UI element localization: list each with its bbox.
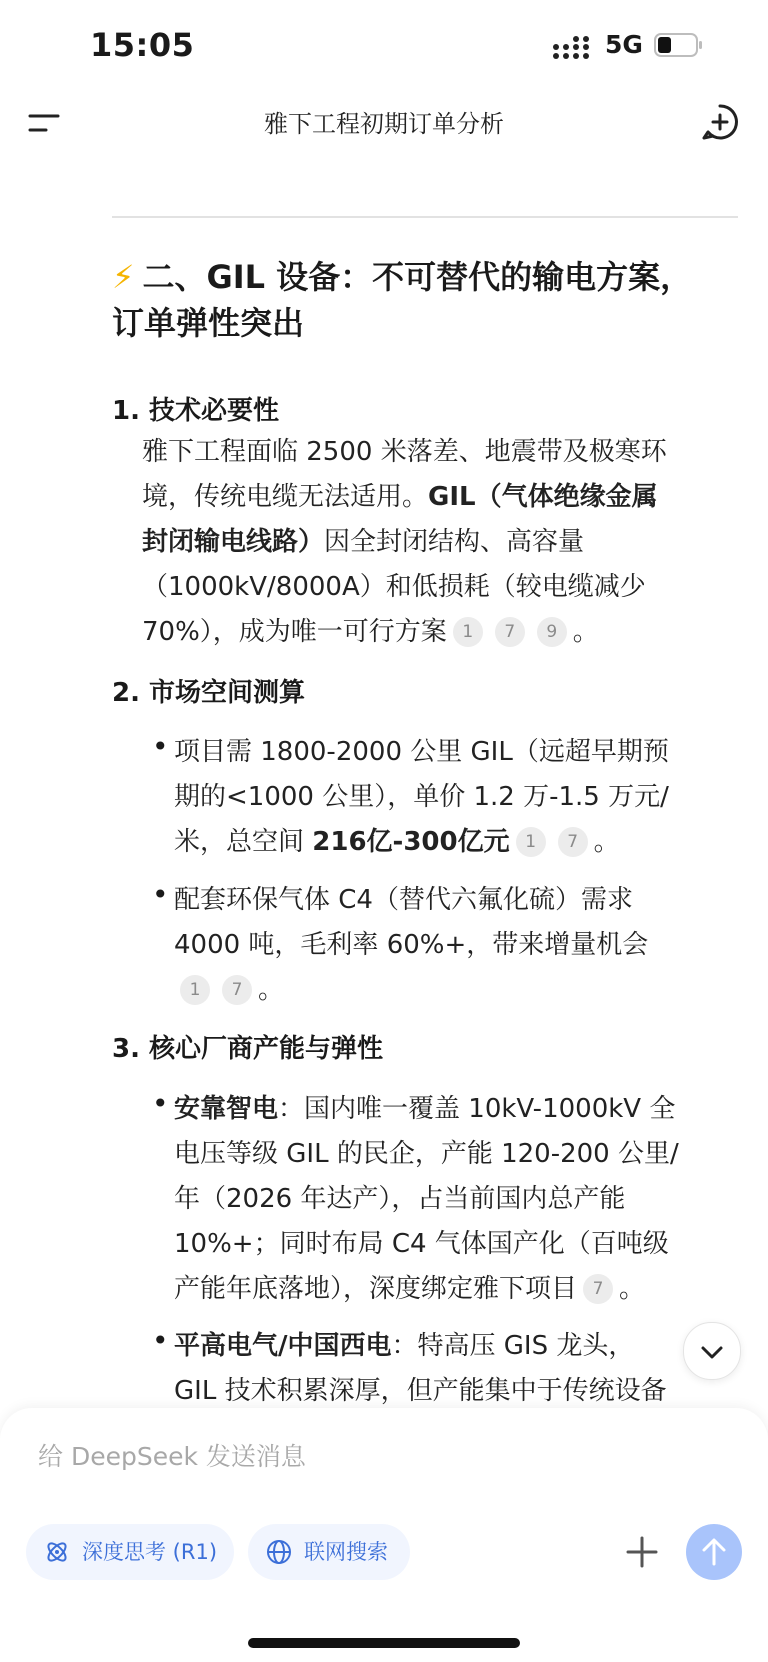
divider: [112, 216, 738, 218]
list-item-title: 市场空间测算: [149, 678, 306, 708]
plus-icon[interactable]: [622, 1532, 662, 1572]
send-button[interactable]: [686, 1524, 742, 1580]
citation-badge[interactable]: 7: [495, 617, 525, 647]
deep-think-toggle[interactable]: [26, 1524, 234, 1580]
citation-badge[interactable]: 7: [558, 827, 588, 857]
bullet-item: 项目需 1800-2000 公里 GIL（远超早期预 期的<1000 公里），单价 1.2 万-1.5 万元/ 米，总空间 216亿-300亿元 1 7 。: [174, 737, 669, 857]
bullet-icon: •: [152, 730, 169, 763]
bullet-icon: •: [152, 1324, 169, 1357]
home-indicator: [248, 1638, 520, 1648]
list-item-title: 核心厂商产能与弹性: [149, 1034, 384, 1064]
bullet-item: 配套环保气体 C4（替代六氟化硫）需求 4000 吨，毛利率 60%+，带来增量机会 1 7 。: [174, 885, 649, 1005]
scroll-to-bottom-button[interactable]: [683, 1322, 741, 1380]
bullet-item: 平高电气/中国西电：特高压 GIS 龙头， GIL 技术积累深厚，但产能集中于传统设备: [174, 1331, 667, 1406]
section-heading: ⚡ 二、GIL 设备：不可替代的输电方案， 订单弹性突出: [112, 258, 693, 342]
list-item-1: 1. 技术必要性: [112, 396, 280, 426]
list-item-2: 2. 市场空间测算: [112, 678, 306, 708]
bullet-item: 安靠智电：国内唯一覆盖 10kV-1000kV 全 电压等级 GIL 的民企，产能 120-200 公里/ 年（2026 年达产），占当前国内总产能 10%+；同时布局 C4 气体国产化（百吨级 产能年底落地），深度绑定雅下项目 7 。: [174, 1094, 679, 1304]
citation-badge[interactable]: 1: [516, 827, 546, 857]
citation-badge[interactable]: 9: [537, 617, 567, 647]
message-input[interactable]: [36, 1432, 680, 1480]
list-item-title: 技术必要性: [149, 396, 280, 426]
network-type: 5G: [605, 30, 643, 59]
status-time: 15:05: [90, 26, 195, 64]
bullet-icon: •: [152, 878, 169, 911]
web-search-toggle[interactable]: [248, 1524, 410, 1580]
chevron-down-icon: [698, 1338, 726, 1366]
citation-badge[interactable]: 1: [453, 617, 483, 647]
list-item-body: 雅下工程面临 2500 米落差、地震带及极寒环 境，传统电缆无法适用。GIL（气体绝缘金属 封闭输电线路）因全封闭结构、高容量 （1000kV/8000A）和低损耗（较电缆减少 70%），成为唯一可行方案 1 7 9 。: [142, 437, 667, 647]
arrow-up-icon: [700, 1537, 728, 1567]
deep-think-label: 深度思考 (R1): [82, 1540, 218, 1564]
citation-badge[interactable]: 1: [180, 975, 210, 1005]
message-composer: [0, 1408, 768, 1662]
list-item-3: 3. 核心厂商产能与弹性: [112, 1034, 384, 1064]
globe-icon: [266, 1539, 292, 1565]
citation-badge[interactable]: 7: [583, 1274, 613, 1304]
lightning-icon: ⚡: [112, 258, 135, 296]
bullet-icon: •: [152, 1087, 169, 1120]
web-search-label: 联网搜索: [304, 1540, 388, 1564]
citation-badge[interactable]: 7: [222, 975, 252, 1005]
atom-icon: [44, 1539, 70, 1565]
conversation-title: 雅下工程初期订单分析: [264, 110, 504, 138]
